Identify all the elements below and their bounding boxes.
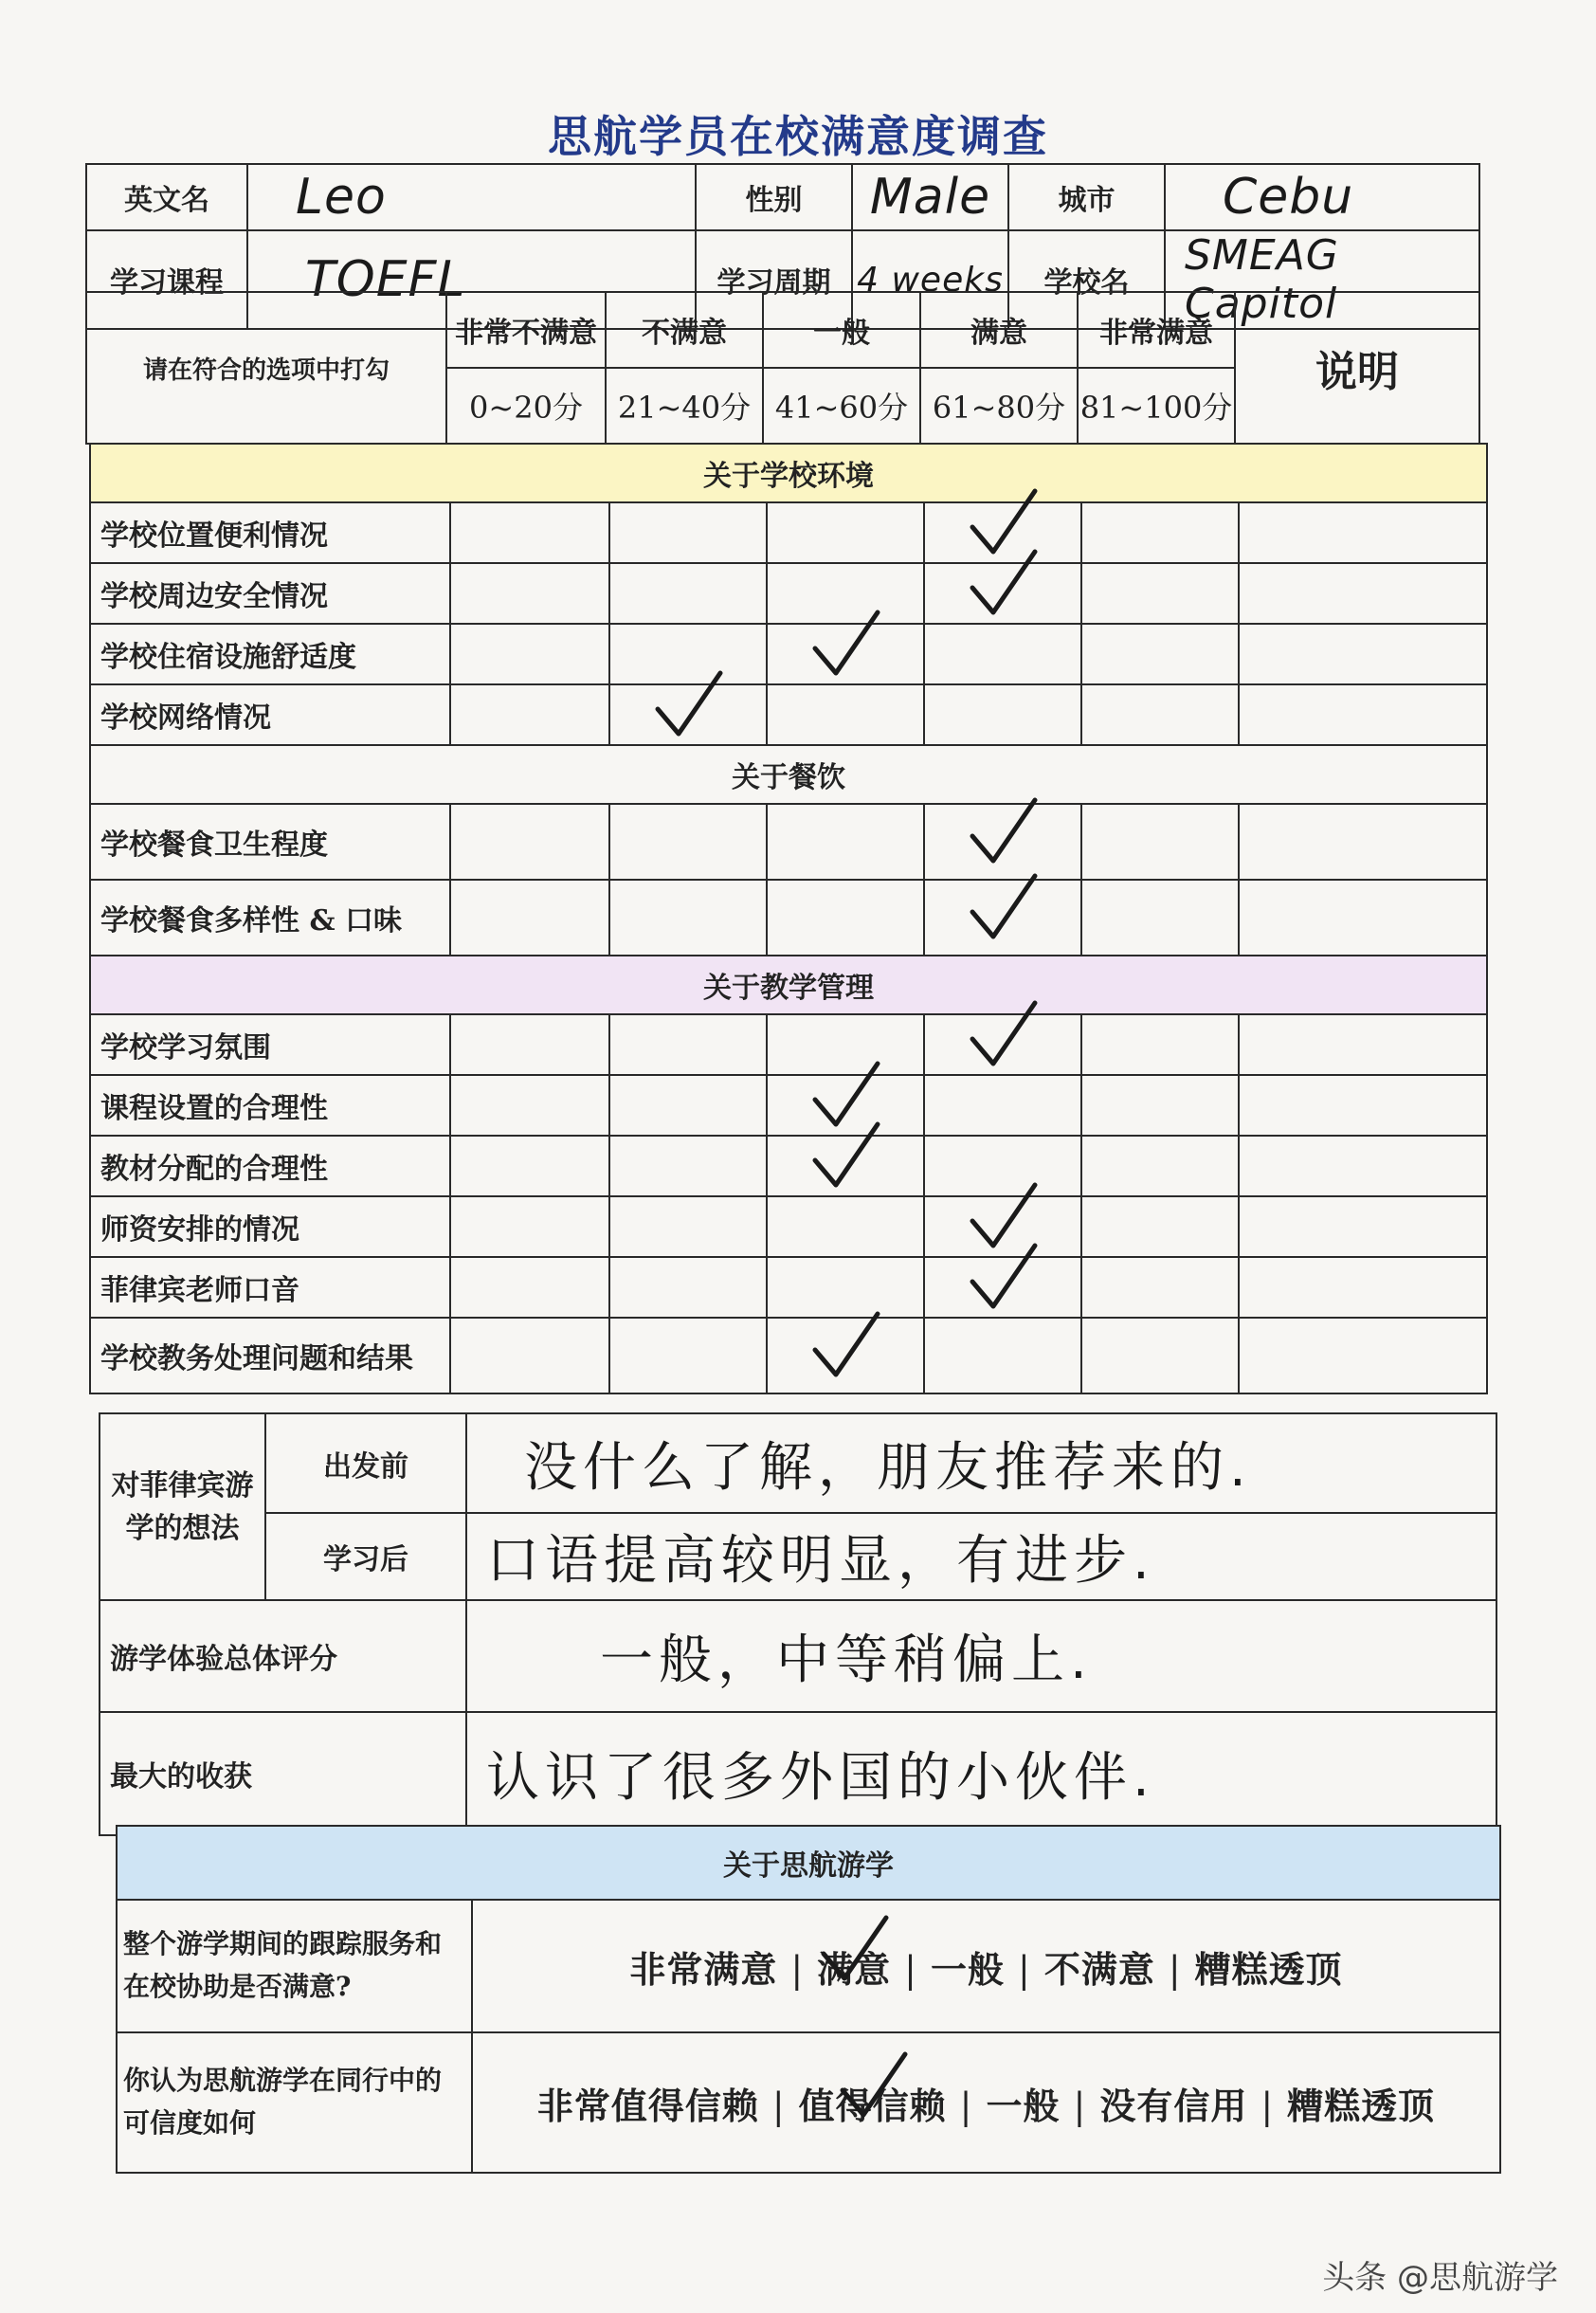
option-separator: | xyxy=(904,1948,917,1991)
rating-cell[interactable] xyxy=(924,880,1081,956)
rating-cell[interactable] xyxy=(1081,1136,1239,1196)
rating-cell[interactable] xyxy=(767,502,924,563)
course-label: 学习课程 xyxy=(86,230,247,329)
level-name: 不满意 xyxy=(606,292,763,368)
rating-cell[interactable] xyxy=(450,1318,609,1393)
rating-cell[interactable] xyxy=(450,1075,609,1136)
rating-cell[interactable] xyxy=(609,1136,767,1196)
period-value: 4 weeks xyxy=(852,230,1008,329)
rating-row xyxy=(90,1196,1487,1257)
rating-item-label: 师资安排的情况 xyxy=(90,1196,450,1257)
option-q2-2[interactable]: 一般 xyxy=(986,2084,1061,2127)
level-range: 21~40分 xyxy=(606,368,763,444)
rating-item-label: 菲律宾老师口音 xyxy=(90,1257,450,1318)
option-q1-0[interactable]: 非常满意 xyxy=(629,1947,778,1991)
rating-row xyxy=(90,563,1487,624)
rating-item-label: 学校周边安全情况 xyxy=(90,563,450,624)
rating-cell[interactable] xyxy=(609,1014,767,1075)
rating-cell[interactable] xyxy=(924,624,1081,684)
option-separator: | xyxy=(771,2085,786,2127)
section-title: 关于餐饮 xyxy=(90,745,1487,804)
overall-value: 一般，中等稍偏上. xyxy=(466,1600,1496,1712)
option-q2-3[interactable]: 没有信用 xyxy=(1099,2084,1248,2127)
checkmark-icon xyxy=(807,607,883,683)
rating-cell[interactable] xyxy=(450,1196,609,1257)
city-value: Cebu xyxy=(1165,164,1479,230)
note-cell[interactable] xyxy=(1239,502,1487,563)
gender-value: Male xyxy=(852,164,1008,230)
instruction-text: 请在符合的选项中打勾 xyxy=(86,292,446,444)
rating-item-label: 学校位置便利情况 xyxy=(90,502,450,563)
option-q2-0[interactable]: 非常值得信赖 xyxy=(536,2084,759,2127)
rating-cell[interactable] xyxy=(609,1318,767,1393)
rating-cell[interactable] xyxy=(450,1136,609,1196)
checkmark-icon xyxy=(816,1912,892,1988)
option-q1-2[interactable]: 一般 xyxy=(930,1947,1005,1991)
rating-row xyxy=(90,1136,1487,1196)
rating-cell[interactable] xyxy=(924,1014,1081,1075)
rating-row xyxy=(90,624,1487,684)
rating-cell[interactable] xyxy=(609,684,767,745)
gain-label: 最大的收获 xyxy=(100,1712,466,1835)
after-value: 口语提高较明显，有进步. xyxy=(466,1513,1496,1600)
option-q1-1[interactable]: 满意 xyxy=(817,1948,891,1991)
sihang-table xyxy=(116,1825,1501,2174)
level-range: 0~20分 xyxy=(446,368,606,444)
rating-item-label: 学校教务处理问题和结果 xyxy=(90,1318,450,1393)
rating-cell[interactable] xyxy=(609,1075,767,1136)
period-label: 学习周期 xyxy=(696,230,852,329)
rating-cell[interactable] xyxy=(767,1318,924,1393)
rating-cell[interactable] xyxy=(1081,624,1239,684)
note-cell[interactable] xyxy=(1239,1318,1487,1393)
level-name: 一般 xyxy=(763,292,920,368)
rating-cell[interactable] xyxy=(450,502,609,563)
section-title-sihang: 关于思航游学 xyxy=(117,1826,1500,1900)
overall-label: 游学体验总体评分 xyxy=(100,1600,466,1712)
note-cell[interactable] xyxy=(1239,563,1487,624)
before-value: 没什么了解，朋友推荐来的. xyxy=(466,1413,1496,1513)
checkmark-icon xyxy=(965,870,1041,946)
rating-header-table xyxy=(85,291,1480,445)
rating-row xyxy=(90,502,1487,563)
level-name: 非常不满意 xyxy=(446,292,606,368)
english-name-value: Leo xyxy=(247,164,696,230)
rating-cell[interactable] xyxy=(450,563,609,624)
rating-cell[interactable] xyxy=(450,804,609,880)
rating-cell[interactable] xyxy=(767,624,924,684)
school-label: 学校名 xyxy=(1008,230,1165,329)
rating-cell[interactable] xyxy=(1081,563,1239,624)
rating-cell[interactable] xyxy=(1081,684,1239,745)
footer-watermark: 头条 @思航游学 xyxy=(1322,2259,1558,2297)
rating-cell[interactable] xyxy=(609,1257,767,1318)
rating-cell[interactable] xyxy=(924,804,1081,880)
rating-item-label: 学校网络情况 xyxy=(90,684,450,745)
rating-cell[interactable] xyxy=(609,880,767,956)
level-range: 61~80分 xyxy=(920,368,1078,444)
checkmark-icon xyxy=(965,794,1041,870)
note-cell[interactable] xyxy=(1239,684,1487,745)
level-range: 41~60分 xyxy=(763,368,920,444)
checkmark-icon xyxy=(965,546,1041,622)
rating-cell[interactable] xyxy=(1081,880,1239,956)
rating-cell[interactable] xyxy=(924,684,1081,745)
option-q2-1[interactable]: 值得信赖 xyxy=(799,2085,947,2127)
rating-cell[interactable] xyxy=(924,1257,1081,1318)
note-cell[interactable] xyxy=(1239,1014,1487,1075)
rating-cell[interactable] xyxy=(609,804,767,880)
rating-cell[interactable] xyxy=(450,684,609,745)
checkmark-icon xyxy=(650,667,726,743)
checkmark-icon xyxy=(965,997,1041,1073)
section-title: 关于教学管理 xyxy=(90,956,1487,1014)
rating-cell[interactable] xyxy=(609,563,767,624)
page-title: 思航学员在校满意度调查 xyxy=(548,111,1048,162)
thoughts-label: 对菲律宾游学的想法 xyxy=(100,1413,265,1600)
rating-row xyxy=(90,804,1487,880)
rating-cell[interactable] xyxy=(767,684,924,745)
q2-options xyxy=(472,2032,1500,2173)
option-separator: | xyxy=(1168,1948,1182,1991)
rating-cell[interactable] xyxy=(1081,1014,1239,1075)
level-name: 满意 xyxy=(920,292,1078,368)
option-q1-3[interactable]: 不满意 xyxy=(1043,1947,1155,1991)
option-separator: | xyxy=(790,1948,805,1991)
rating-row xyxy=(90,684,1487,745)
note-cell[interactable] xyxy=(1239,804,1487,880)
option-separator: | xyxy=(1260,2085,1275,2127)
rating-cell[interactable] xyxy=(924,563,1081,624)
rating-cell[interactable] xyxy=(1081,1196,1239,1257)
rating-item-label: 学校学习氛围 xyxy=(90,1014,450,1075)
before-label: 出发前 xyxy=(265,1413,466,1513)
level-name: 非常满意 xyxy=(1078,292,1235,368)
gain-value: 认识了很多外国的小伙伴. xyxy=(466,1712,1496,1835)
checkmark-icon xyxy=(807,1308,883,1384)
note-cell[interactable] xyxy=(1239,1257,1487,1318)
note-cell[interactable] xyxy=(1239,1075,1487,1136)
option-separator: | xyxy=(1018,1948,1031,1991)
rating-cell[interactable] xyxy=(767,804,924,880)
rating-cell[interactable] xyxy=(450,1014,609,1075)
note-cell[interactable] xyxy=(1239,1136,1487,1196)
note-cell[interactable] xyxy=(1239,880,1487,956)
rating-cell[interactable] xyxy=(1081,804,1239,880)
rating-cell[interactable] xyxy=(450,880,609,956)
rating-item-label: 学校餐食卫生程度 xyxy=(90,804,450,880)
level-range: 81~100分 xyxy=(1078,368,1235,444)
gender-label: 性别 xyxy=(696,164,852,230)
course-value: TOEFL xyxy=(247,230,696,329)
rating-item-label: 学校餐食多样性 & 口味 xyxy=(90,880,450,956)
option-separator: | xyxy=(959,2085,973,2127)
school-value: SMEAG Capitol xyxy=(1165,230,1479,329)
section-title: 关于学校环境 xyxy=(90,444,1487,502)
rating-row xyxy=(90,880,1487,956)
option-q2-4[interactable]: 糟糕透顶 xyxy=(1287,2084,1436,2127)
q1-options xyxy=(472,1900,1500,2032)
rating-cell[interactable] xyxy=(450,1257,609,1318)
city-label: 城市 xyxy=(1008,164,1165,230)
rating-cell[interactable] xyxy=(1081,1318,1239,1393)
note-cell[interactable] xyxy=(1239,1196,1487,1257)
checkmark-icon xyxy=(835,2049,911,2124)
note-header: 说明 xyxy=(1235,292,1479,444)
english-name-label: 英文名 xyxy=(86,164,247,230)
note-cell[interactable] xyxy=(1239,624,1487,684)
checkmark-icon xyxy=(965,1240,1041,1316)
option-separator: | xyxy=(1073,2085,1087,2127)
ratings-table xyxy=(89,443,1488,1394)
rating-cell[interactable] xyxy=(450,624,609,684)
thoughts-table xyxy=(99,1412,1497,1836)
q1-label: 整个游学期间的跟踪服务和在校协助是否满意? xyxy=(117,1900,472,2032)
rating-cell[interactable] xyxy=(609,1196,767,1257)
rating-cell[interactable] xyxy=(767,1136,924,1196)
option-q1-4[interactable]: 糟糕透顶 xyxy=(1194,1947,1343,1991)
rating-cell[interactable] xyxy=(767,1196,924,1257)
rating-cell[interactable] xyxy=(1081,502,1239,563)
rating-row xyxy=(90,1075,1487,1136)
rating-row xyxy=(90,1014,1487,1075)
checkmark-icon xyxy=(807,1119,883,1194)
q2-label: 你认为思航游学在同行中的可信度如何 xyxy=(117,2032,472,2173)
rating-cell[interactable] xyxy=(1081,1075,1239,1136)
rating-cell[interactable] xyxy=(767,880,924,956)
rating-row xyxy=(90,1318,1487,1393)
after-label: 学习后 xyxy=(265,1513,466,1600)
rating-cell[interactable] xyxy=(1081,1257,1239,1318)
rating-item-label: 学校住宿设施舒适度 xyxy=(90,624,450,684)
rating-item-label: 课程设置的合理性 xyxy=(90,1075,450,1136)
rating-cell[interactable] xyxy=(924,1318,1081,1393)
rating-row xyxy=(90,1257,1487,1318)
rating-cell[interactable] xyxy=(924,1075,1081,1136)
rating-cell[interactable] xyxy=(609,502,767,563)
rating-item-label: 教材分配的合理性 xyxy=(90,1136,450,1196)
